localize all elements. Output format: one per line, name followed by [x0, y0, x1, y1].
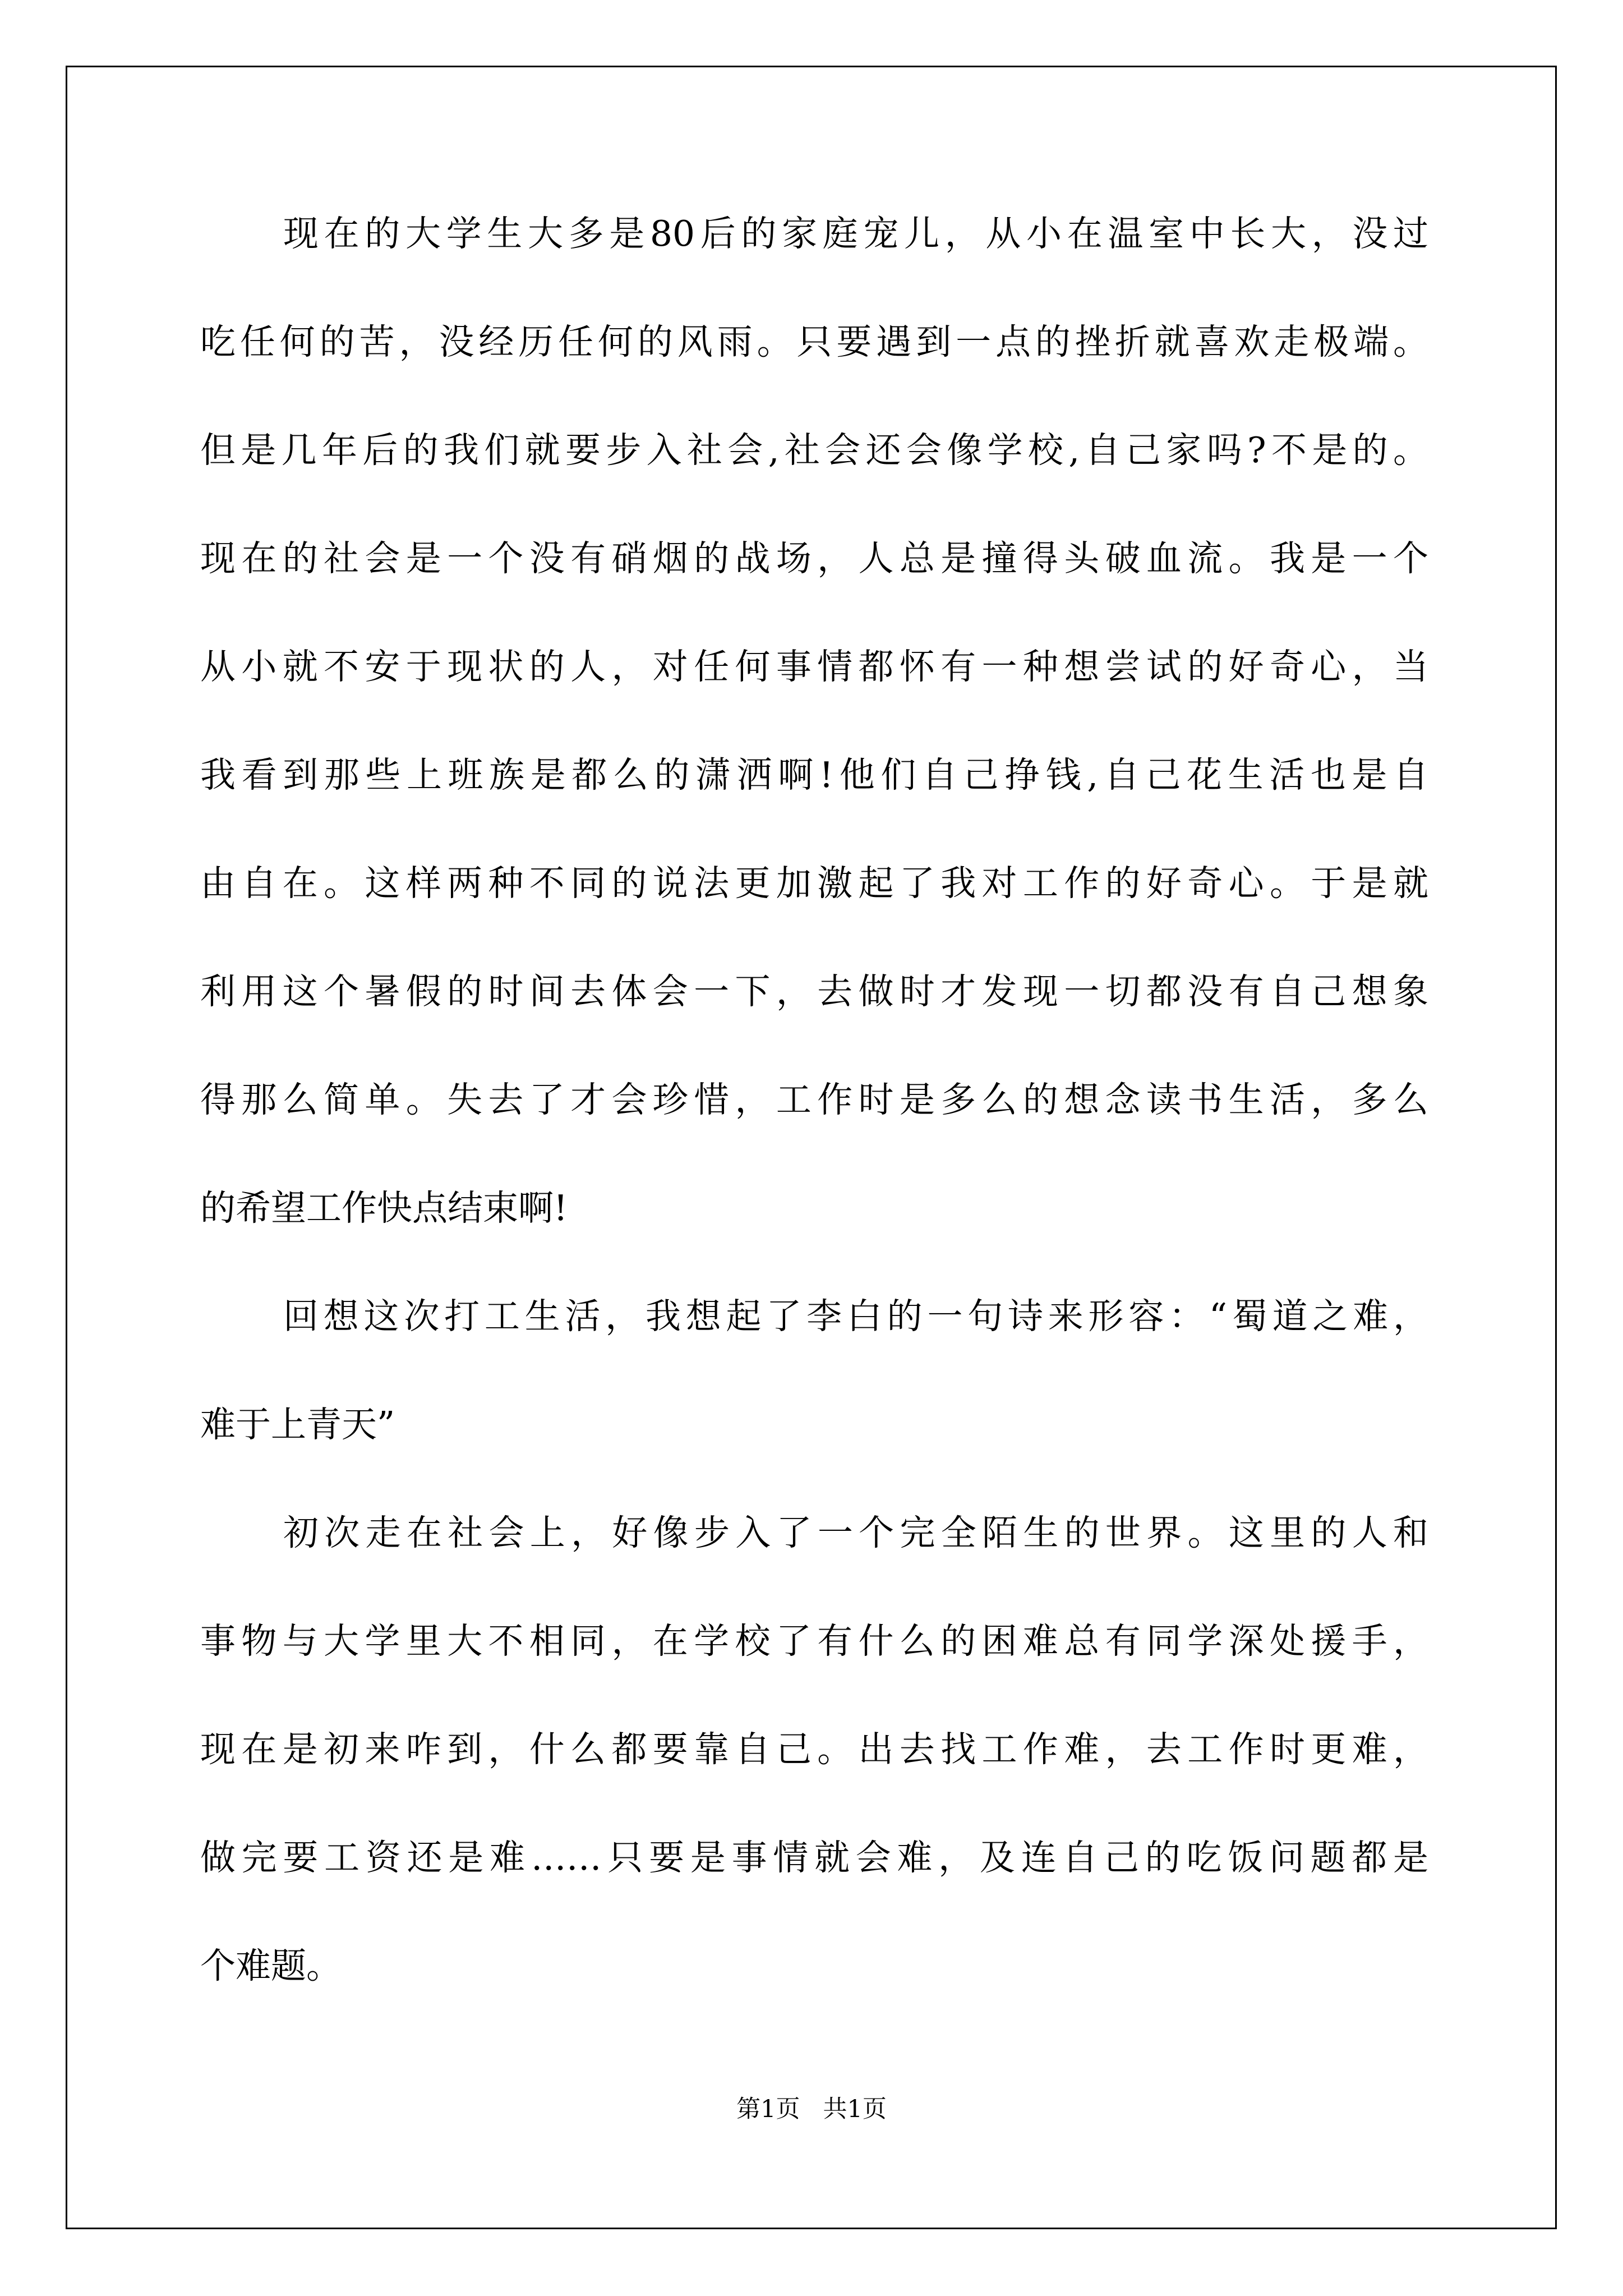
paragraph-2-line-2: 难于上青天”	[200, 1404, 395, 1445]
paragraph-1-line-10: 的希望工作快点结束啊!	[200, 1188, 568, 1228]
paragraph-1-line-5: 从小就不安于现状的人，对任何事情都怀有一种想尝试的好奇心，当	[200, 646, 1428, 687]
document-body	[200, 213, 1428, 2056]
paragraph-1-line-7: 由自在。这样两种不同的说法更加激起了我对工作的好奇心。于是就	[200, 863, 1428, 904]
paragraph-3-line-3: 现在是初来咋到，什么都要靠自己。出去找工作难，去工作时更难，	[200, 1729, 1428, 1770]
page-number-footer: 第1页 共1页	[736, 2095, 887, 2123]
paragraph-3-line-1: 初次走在社会上，好像步入了一个完全陌生的世界。这里的人和	[283, 1512, 1428, 1553]
paragraph-1-line-2: 吃任何的苦，没经历任何的风雨。只要遇到一点的挫折就喜欢走极端。	[200, 321, 1428, 362]
paragraph-1-line-8: 利用这个暑假的时间去体会一下，去做时才发现一切都没有自己想象	[200, 971, 1428, 1012]
paragraph-1-line-6: 我看到那些上班族是都么的潇洒啊!他们自己挣钱,自己花生活也是自	[200, 754, 1428, 795]
paragraph-1-line-9: 得那么简单。失去了才会珍惜，工作时是多么的想念读书生活，多么	[200, 1079, 1428, 1120]
paragraph-3-line-2: 事物与大学里大不相同，在学校了有什么的困难总有同学深处援手，	[200, 1621, 1428, 1662]
paragraph-3-line-5: 个难题。	[200, 1945, 342, 1986]
paragraph-1-line-1: 现在的大学生大多是80后的家庭宠儿，从小在温室中长大，没过	[283, 213, 1428, 254]
paragraph-1-line-3: 但是几年后的我们就要步入社会,社会还会像学校,自己家吗?不是的。	[200, 430, 1428, 471]
paragraph-1-line-4: 现在的社会是一个没有硝烟的战场，人总是撞得头破血流。我是一个	[200, 538, 1428, 579]
paragraph-3-line-4: 做完要工资还是难……只要是事情就会难，及连自己的吃饭问题都是	[200, 1837, 1428, 1878]
paragraph-2-line-1: 回想这次打工生活，我想起了李白的一句诗来形容：“蜀道之难，	[283, 1296, 1428, 1337]
